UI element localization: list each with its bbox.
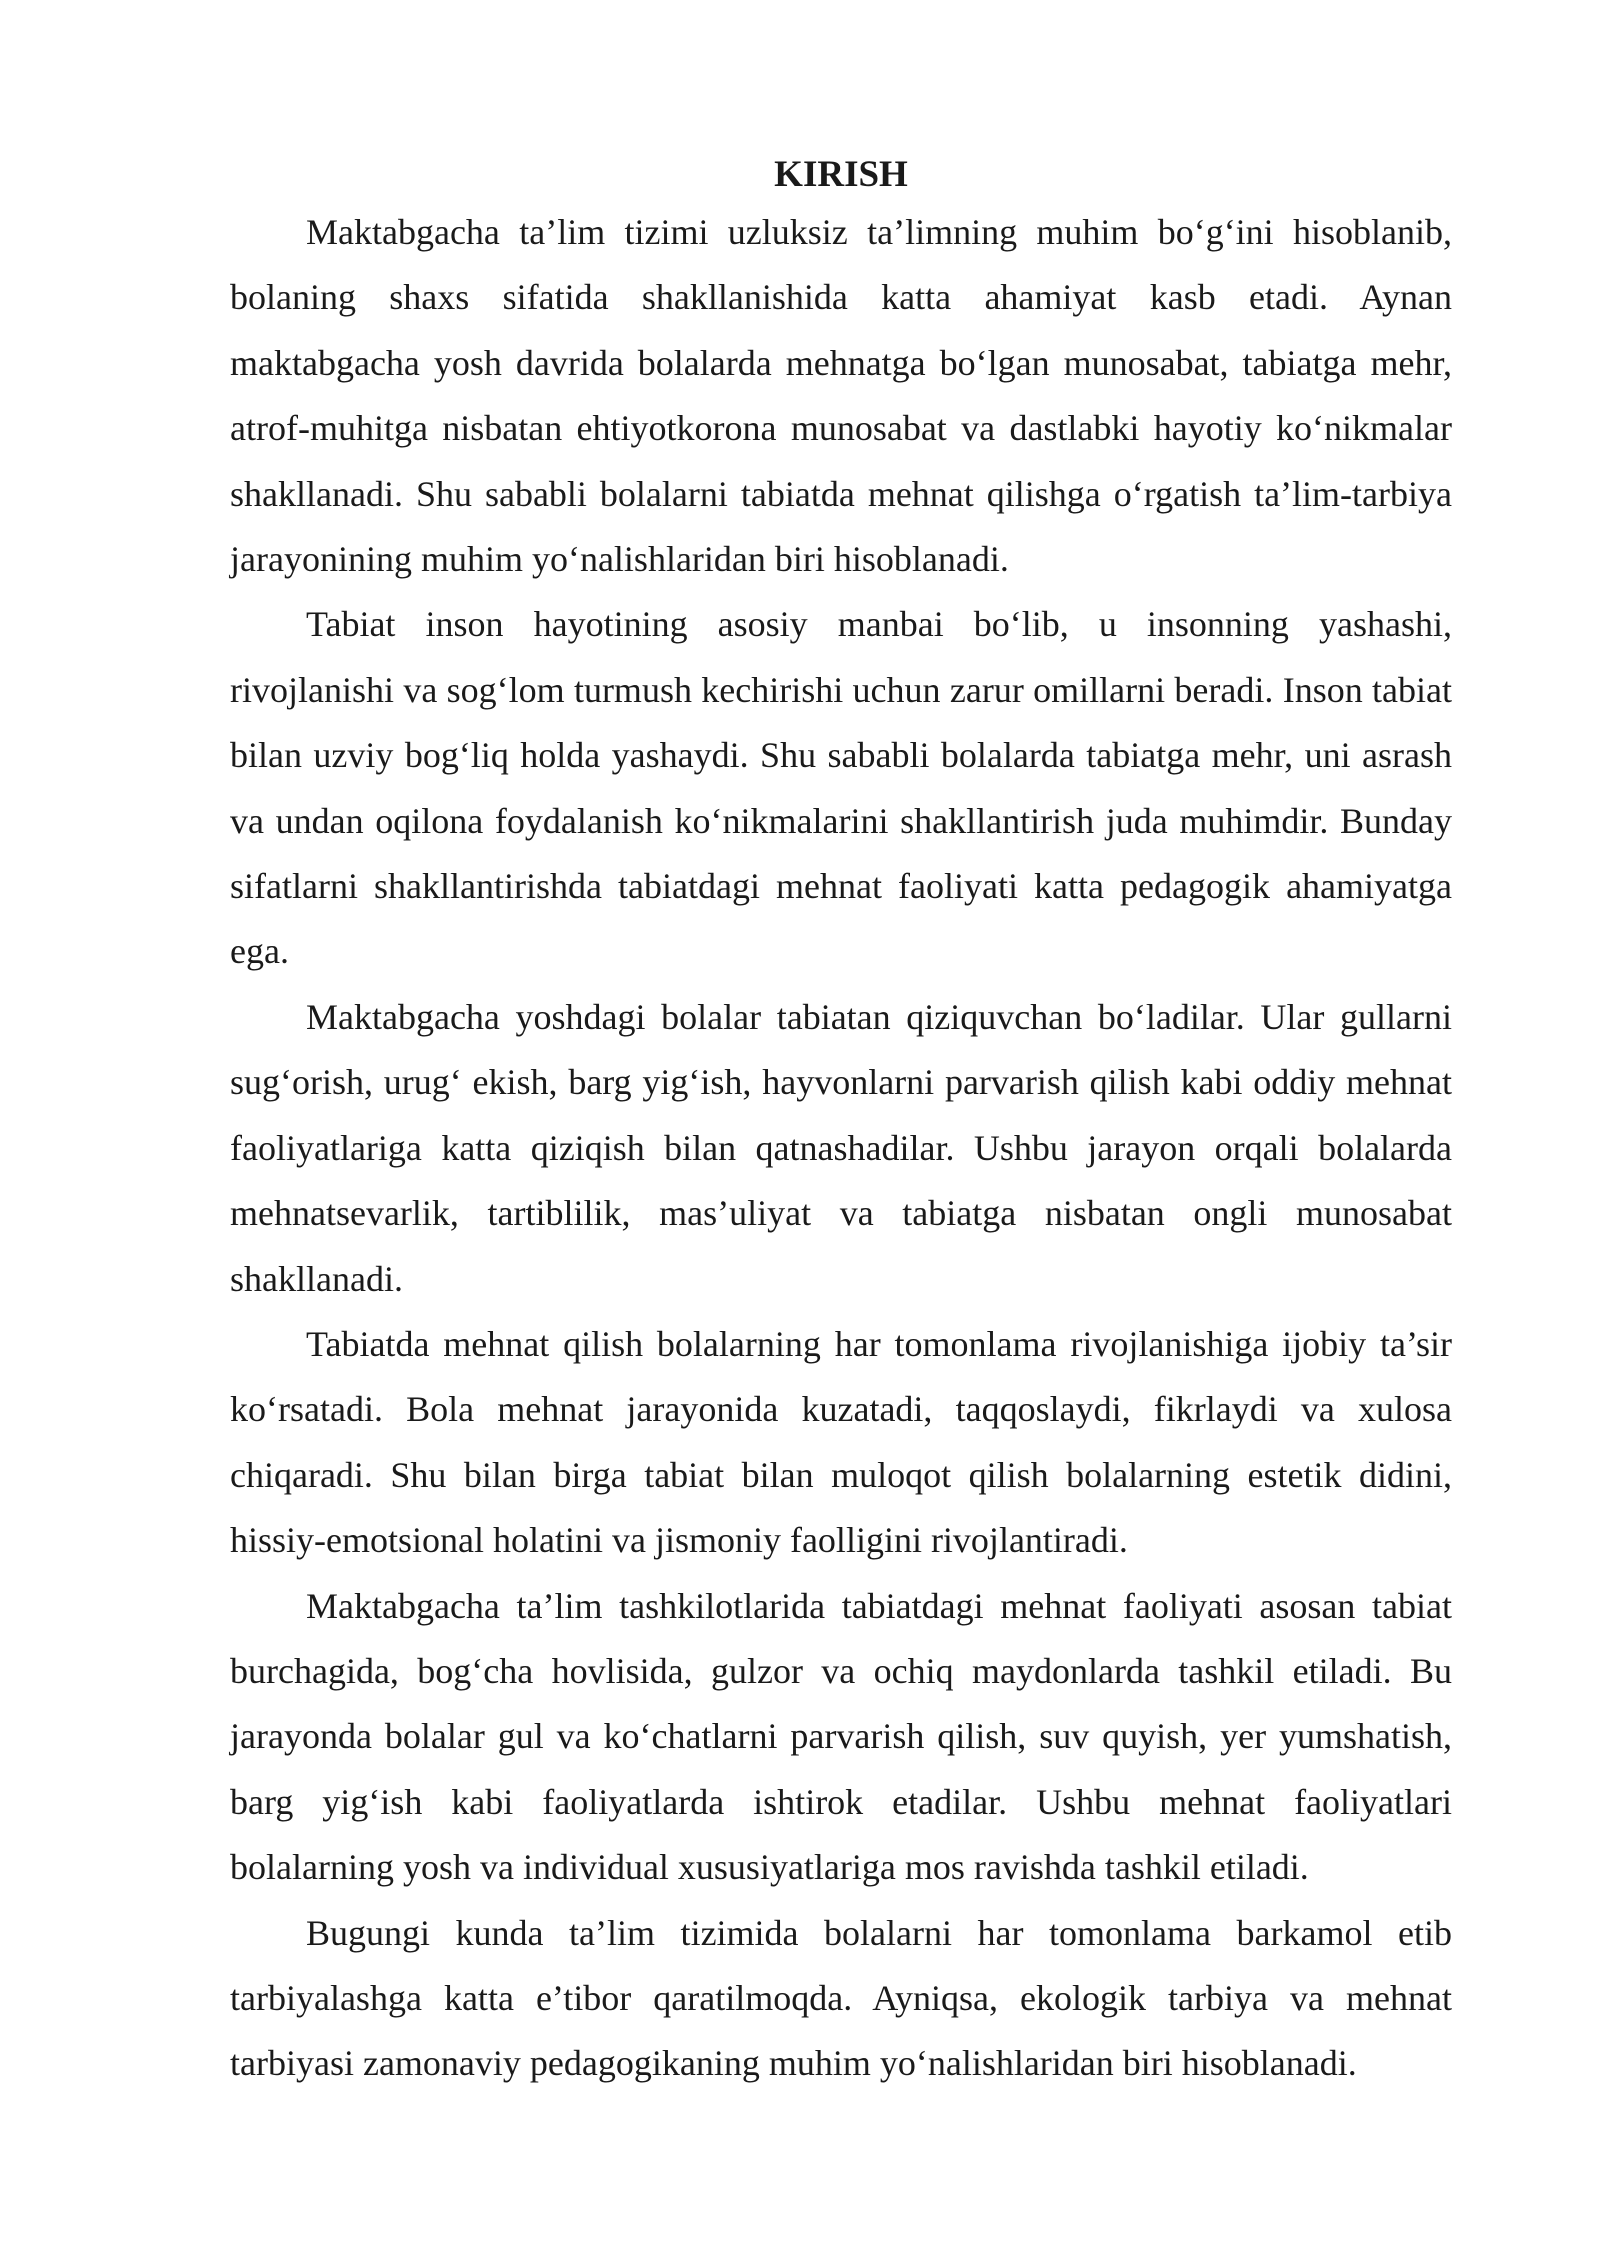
paragraph: Maktabgacha ta’lim tashkilotlarida tabiatdagi mehnat faoliyati asosan tabiat burchagida, bog‘cha hovlisida, gulzor va ochiq maydonlarda tashkil etiladi. Bu jarayonda bolalar gul va ko‘chatlarni parvarish qilish, suv quyish, yer yumshatish, barg yig‘ish kabi faoliyatlarda ishtirok etadilar. Ushbu mehnat faoliyatlari bolalarning yosh va individual xususiyatlariga mos ravishda tashkil etiladi. — [230, 1585, 1452, 1888]
document-body — [230, 150, 1452, 2097]
paragraph: Bugungi kunda ta’lim tizimida bolalarni har tomonlama barkamol etib tarbiyalashga katta e’tibor qaratilmoqda. Ayniqsa, ekologik tarbiya va mehnat tarbiyasi zamonaviy pedagogikaning muhim yo‘nalishlaridan biri hisoblanadi. — [230, 1912, 1452, 2084]
paragraph: Tabiat inson hayotining asosiy manbai bo‘lib, u insonning yashashi, rivojlanishi va sog‘lom turmush kechirishi uchun zarur omillarni beradi. Inson tabiat bilan uzviy bog‘liq holda yashaydi. Shu sababli bolalarda tabiatga mehr, uni asrash va undan oqilona foydalanish ko‘nikmalarini shakllantirish juda muhimdir. Bunday sifatlarni shakllantirishda tabiatdagi mehnat faoliyati katta pedagogik ahamiyatga ega. — [230, 604, 1452, 972]
paragraph: Maktabgacha ta’lim tizimi uzluksiz ta’limning muhim bo‘g‘ini hisoblanib, bolaning shaxs sifatida shakllanishida katta ahamiyat kasb etadi. Aynan maktabgacha yosh davrida bolalarda mehnatga bo‘lgan munosabat, tabiatga mehr, atrof-muhitga nisbatan ehtiyotkorona munosabat va dastlabki hayotiy ko‘nikmalar shakllanadi. Shu sababli bolalarni tabiatda mehnat qilishga o‘rgatish ta’lim-tarbiya jarayonining muhim yo‘nalishlaridan biri hisoblanadi. — [230, 212, 1452, 580]
paragraph: Tabiatda mehnat qilish bolalarning har tomonlama rivojlanishiga ijobiy ta’sir ko‘rsatadi. Bola mehnat jarayonida kuzatadi, taqqoslaydi, fikrlaydi va xulosa chiqaradi. Shu bilan birga tabiat bilan muloqot qilish bolalarning estetik didini, hissiy-emotsional holatini va jismoniy faolligini rivojlantiradi. — [230, 1323, 1452, 1561]
document-title: KIRISH — [774, 154, 908, 195]
paragraph: Maktabgacha yoshdagi bolalar tabiatan qiziquvchan bo‘ladilar. Ular gullarni sug‘orish, urug‘ ekish, barg yig‘ish, hayvonlarni parvarish qilish kabi oddiy mehnat faoliyatlariga katta qiziqish bilan qatnashadilar. Ushbu jarayon orqali bolalarda mehnatsevarlik, tartiblilik, mas’uliyat va tabiatga nisbatan ongli munosabat shakllanadi. — [230, 996, 1452, 1299]
